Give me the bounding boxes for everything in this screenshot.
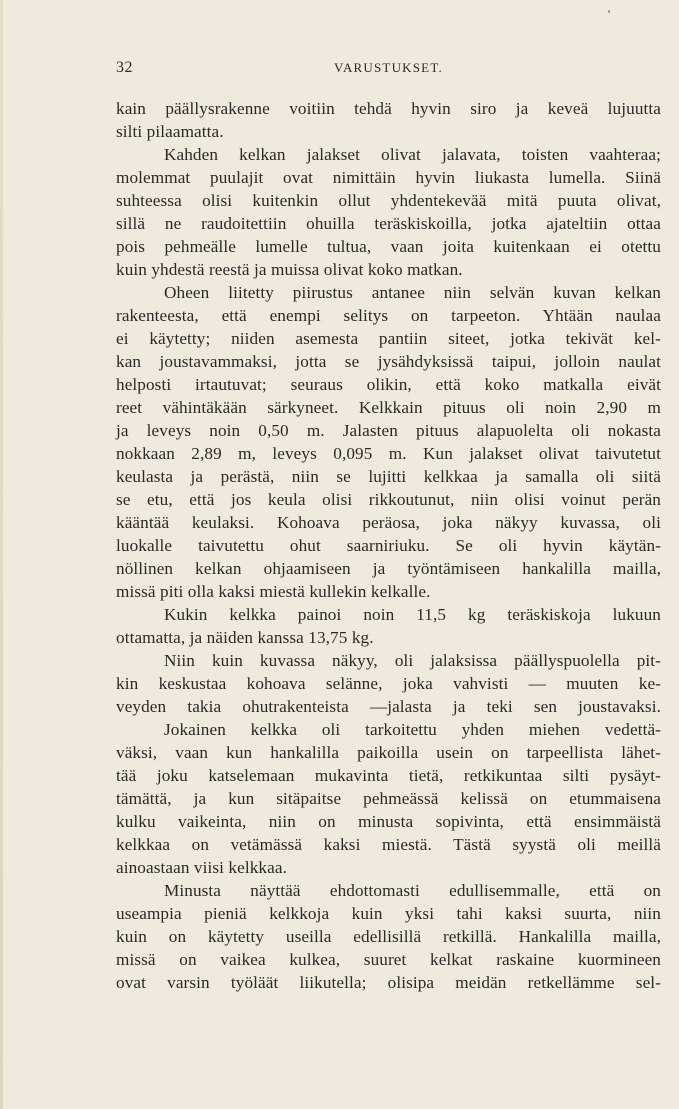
text-line: pois pehmeälle lumelle tultua, vaan joita kuitenkaan ei otettu	[116, 237, 661, 256]
text-line: veyden takia ohutrakenteista —jalasta ja teki sen joustavaksi.	[116, 697, 661, 716]
text-line: keulasta ja perästä, niin se lujitti kelkkaa ja samalla oli siitä	[116, 467, 661, 486]
text-line: rakenteesta, että enempi selitys on tarpeeton. Yhtään naulaa	[116, 306, 661, 325]
text-line: molemmat puulajit ovat nimittäin hyvin liukasta lumella. Siinä	[116, 168, 661, 187]
text-line: Oheen liitetty piirustus antanee niin selvän kuvan kelkan	[164, 283, 661, 302]
text-line: kan joustavammaksi, jotta se jysähdyksissä taipui, jolloin naulat	[116, 352, 661, 371]
text-line: kuin yhdestä reestä ja muissa olivat koko matkan.	[116, 260, 463, 279]
text-line: ovat varsin työläät liikutella; olisipa meidän retkellämme sel-	[116, 973, 661, 992]
text-line: missä on vaikea kulkea, suuret kelkat raskaine kuormineen	[116, 950, 661, 969]
text-line: ainoastaan viisi kelkkaa.	[116, 858, 287, 877]
body-text	[116, 97, 661, 994]
text-line: kuin on käytetty useilla edellisillä retkillä. Hankalilla mailla,	[116, 927, 661, 946]
text-line: tää joku katselemaan mukavinta tietä, retkikuntaa silti pysäyt-	[116, 766, 661, 785]
page-number: 32	[116, 59, 133, 76]
text-line: se etu, että jos keula olisi rikkoutunut, niin olisi voinut perän	[116, 490, 661, 509]
text-line: kääntää keulaksi. Kohoava peräosa, joka näkyy kuvassa, oli	[116, 513, 661, 532]
text-line: tämättä, ja kun sitäpaitse pehmeässä kelissä on etummaisena	[116, 789, 661, 808]
text-line: missä piti olla kaksi miestä kullekin kelkalle.	[116, 582, 431, 601]
running-head: VARUSTUKSET.	[334, 60, 443, 75]
paper-speck	[608, 10, 610, 13]
text-line: silti pilaamatta.	[116, 122, 224, 141]
text-line: useampia pieniä kelkkoja kuin yksi tahi kaksi suurta, niin	[116, 904, 661, 923]
text-line: sillä ne raudoitettiin ohuilla teräskiskoilla, jotka ajateltiin ottaa	[116, 214, 661, 233]
text-line: ja leveys noin 0,50 m. Jalasten pituus alapuolelta oli nokasta	[116, 421, 661, 440]
text-line: kulku vaikeinta, niin on minusta sopivinta, että ensimmäistä	[116, 812, 661, 831]
page-edge	[0, 0, 3, 1109]
text-line: Niin kuin kuvassa näkyy, oli jalaksissa päällyspuolella pit-	[164, 651, 661, 670]
text-line: suhteessa olisi kuitenkin ollut yhdentekevää mitä puuta olivat,	[116, 191, 661, 210]
text-line: kain päällysrakenne voitiin tehdä hyvin siro ja keveä lujuutta	[116, 99, 661, 118]
text-line: Minusta näyttää ehdottomasti edullisemmalle, että on	[164, 881, 661, 900]
text-line: väksi, vaan kun hankalilla paikoilla usein on tarpeellista lähet-	[116, 743, 661, 762]
text-line: Kukin kelkka painoi noin 11,5 kg teräskiskoja lukuun	[164, 605, 661, 624]
text-line: Kahden kelkan jalakset olivat jalavata, toisten vaahteraa;	[164, 145, 661, 164]
text-line: kin keskustaa kohoava selänne, joka vahvisti — muuten ke-	[116, 674, 661, 693]
text-line: Jokainen kelkka oli tarkoitettu yhden miehen vedettä-	[164, 720, 661, 739]
text-line: ei käytetty; niiden asemesta pantiin siteet, jotka tekivät kel-	[116, 329, 661, 348]
text-line: helposti irtautuvat; seuraus olikin, että koko matkalla eivät	[116, 375, 661, 394]
text-line: ottamatta, ja näiden kanssa 13,75 kg.	[116, 628, 374, 647]
text-line: reet vähintäkään särkyneet. Kelkkain pituus oli noin 2,90 m	[116, 398, 661, 417]
text-line: nöllinen kelkan ohjaamiseen ja työntämiseen hankalilla mailla,	[116, 559, 661, 578]
page-header	[116, 56, 661, 78]
text-line: kelkkaa on vetämässä kaksi miestä. Tästä syystä oli meillä	[116, 835, 661, 854]
text-line: nokkaan 2,89 m, leveys 0,095 m. Kun jalakset olivat taivutetut	[116, 444, 661, 463]
text-line: luokalle taivutettu ohut saarniriuku. Se oli hyvin käytän-	[116, 536, 661, 555]
